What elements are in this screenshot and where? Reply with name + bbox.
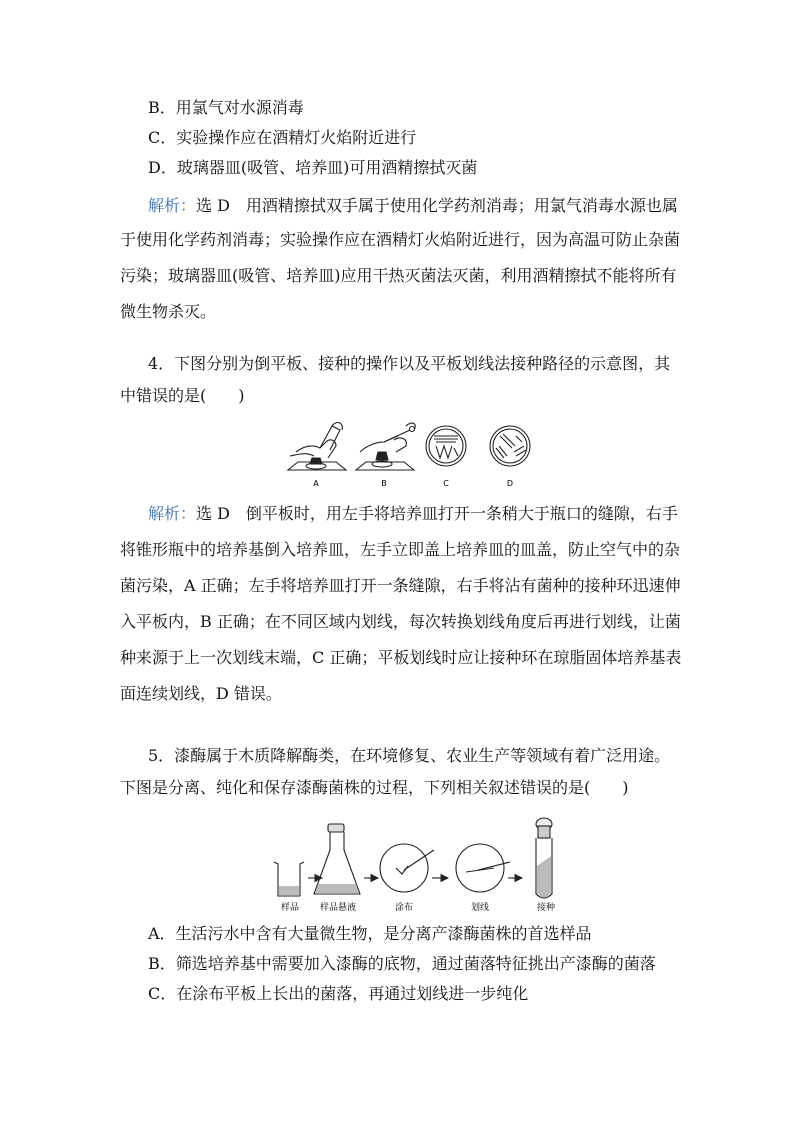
analysis-line: 种来源于上一次划线末端，C 正确；平板划线时应让接种环在琼脂固体培养基表	[120, 648, 682, 667]
analysis-line: 入平板内，B 正确；在不同区域内划线，每次转换划线角度后再进行划线，让菌	[120, 612, 681, 631]
panel-c-streak-plate-illustration	[426, 426, 466, 466]
analysis-line: 于使用化学药剂消毒；实验操作应在酒精灯火焰附近进行，因为高温可防止杂菌	[120, 230, 681, 249]
stem-line: 下图是分离、纯化和保存漆酶菌株的过程，下列相关叙述错误的是( )	[120, 778, 629, 797]
flask-icon	[314, 824, 360, 894]
q5-option-a: A．生活污水中含有大量微生物，是分离产漆酶菌株的首选样品	[148, 924, 592, 943]
panel-a-pour-plate-illustration	[288, 423, 346, 470]
analysis-line: 选 D 用酒精擦拭双手属于使用化学药剂消毒；用氯气消毒水源也属	[196, 196, 678, 215]
figure-label: 涂布	[394, 903, 414, 912]
analysis-line: 面连续划线，D 错误。	[120, 684, 282, 703]
figure-label-b: B	[381, 479, 387, 488]
figure-label-d: D	[506, 479, 514, 488]
analysis-line: 污染；玻璃器皿(吸管、培养皿)应用干热灭菌法灭菌，利用酒精擦拭不能将所有	[120, 266, 677, 285]
q4-figure	[286, 412, 542, 492]
beaker-icon	[274, 862, 304, 896]
figure-label: 划线	[470, 903, 490, 912]
stem-line: 5．漆酶属于木质降解酶类，在环境修复、农业生产等领域有着广泛用途。	[148, 746, 671, 765]
spread-plate-icon	[380, 844, 434, 892]
figure-label: 样品	[280, 903, 300, 912]
stem-line: 中错误的是( )	[120, 386, 245, 405]
analysis-line: 将锥形瓶中的培养基倒入培养皿，左手立即盖上培养皿的皿盖，防止空气中的杂	[120, 540, 681, 559]
q3-option-b: B．用氯气对水源消毒	[148, 98, 304, 117]
figure-label-c: C	[443, 479, 449, 488]
analysis-tag: 解析：	[148, 196, 197, 215]
figure-label: 样品悬液	[319, 903, 357, 912]
analysis-line: 选 D 倒平板时，用左手将培养皿打开一条稍大于瓶口的缝隙，右手	[196, 504, 678, 523]
panel-b-inoculation-illustration	[356, 423, 415, 470]
streak-plate-icon	[456, 844, 510, 892]
figure-label: 接种	[536, 903, 556, 912]
stem-line: 4．下图分别为倒平板、接种的操作以及平板划线法接种路径的示意图，其	[148, 354, 671, 373]
q3-option-d: D．玻璃器皿(吸管、培养皿)可用酒精擦拭灭菌	[148, 158, 478, 177]
q5-option-b: B．筛选培养基中需要加入漆酶的底物，通过菌落特征挑出产漆酶的菌落	[148, 954, 656, 973]
figure-label-a: A	[313, 479, 319, 488]
panel-d-streak-plate-illustration	[490, 426, 530, 466]
analysis-line: 菌污染，A 正确；左手将培养皿打开一条缝隙，右手将沾有菌种的接种环迅速伸	[120, 576, 681, 595]
q5-figure	[268, 816, 568, 912]
test-tube-icon	[536, 818, 552, 898]
q3-option-c: C．实验操作应在酒精灯火焰附近进行	[148, 128, 417, 147]
analysis-line: 微生物杀灭。	[120, 302, 217, 321]
analysis-tag: 解析：	[148, 504, 197, 523]
q5-option-c: C．在涂布平板上长出的菌落，再通过划线进一步纯化	[148, 984, 529, 1003]
